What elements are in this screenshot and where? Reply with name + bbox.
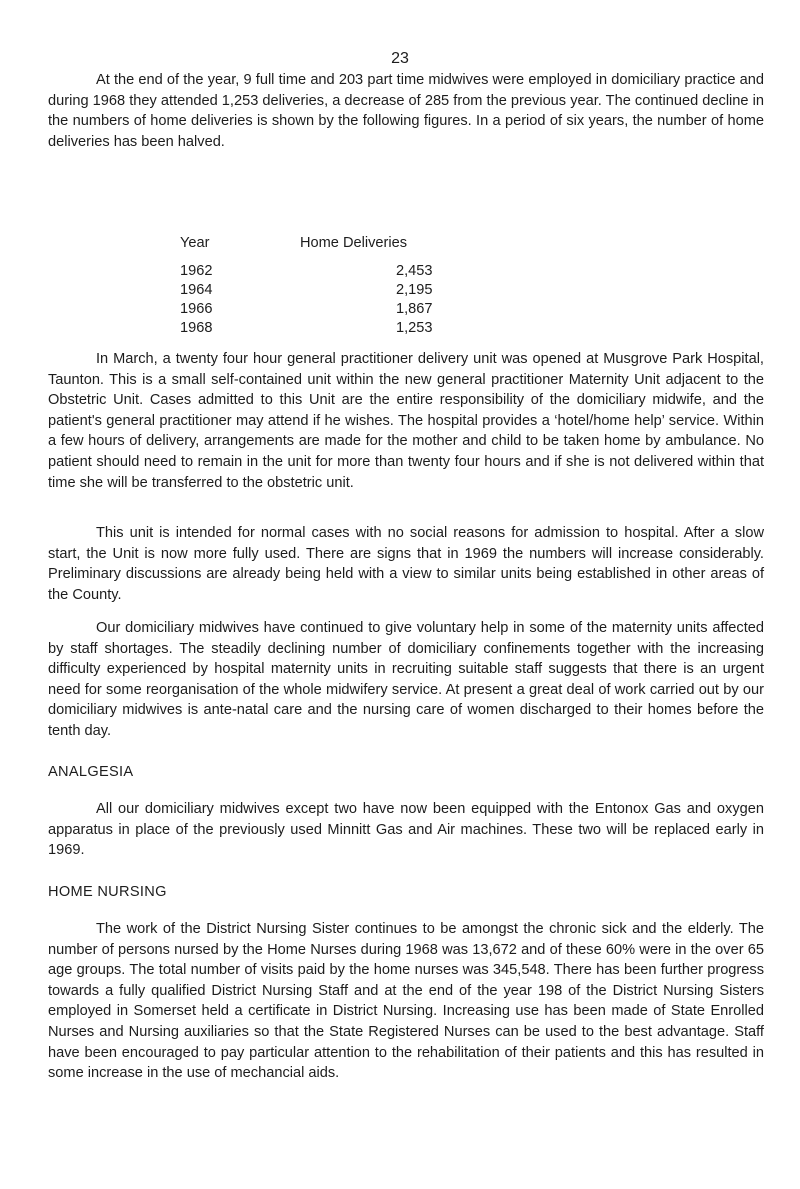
heading-analgesia: ANALGESIA xyxy=(48,764,134,780)
table-row xyxy=(180,263,540,282)
year-cell: 1968 xyxy=(180,320,213,336)
heading-home-nursing: HOME NURSING xyxy=(48,884,167,900)
page-number: 23 xyxy=(391,50,409,67)
year-cell: 1962 xyxy=(180,263,213,279)
table-row xyxy=(180,320,540,339)
column-header-home-deliveries: Home Deliveries xyxy=(300,235,408,251)
paragraph-domiciliary-midwives: At the end of the year, 9 full time and 203 part time midwives were employed in domiciliary practice and during 1968 they attended 1,253 deliveries, a decrease of 285 from the previous year. The continued decline in the numbers of home deliveries is shown by the following figures. In a period of six years, the number of home deliveries has been halved. xyxy=(48,72,764,150)
deliveries-cell: 1,253 xyxy=(396,320,433,336)
paragraph-gp-delivery-unit: In March, a twenty four hour general practitioner delivery unit was opened at Musgrove Park Hospital, Taunton. This is a small self-contained unit within the new general practitioner Maternity Unit adjacent to the Obstetric Unit. Cases admitted to this Unit are the entire responsibility of the domiciliary midwife, and the patient's general practitioner may attend if he wishes. The hospital provides a ‘hotel/home help’ service. Within a few hours of delivery, arrangements are made for the mother and child to be taken home by ambulance. No patient should need to remain in the unit for more than twenty four hours and if she is not delivered within that time she will be transferred to the obstetric unit. xyxy=(48,351,764,491)
table-row xyxy=(180,282,540,301)
year-cell: 1966 xyxy=(180,301,213,317)
table-header xyxy=(180,235,540,263)
paragraph-home-nursing: The work of the District Nursing Sister continues to be amongst the chronic sick and the elderly. The number of persons nursed by the Home Nurses during 1968 was 13,672 and of these 60% were in the over 65 age groups. The total number of visits paid by the home nurses was 345,548. There has been further progress towards a fully qualified District Nursing Staff and at the end of the year 198 of the District Nursing Sisters employed in Somerset held a certificate in District Nursing. Increasing use has been made of State Enrolled Nurses and Nursing auxiliaries so that the State Registered Nurses can be used to the best advantage. Staff have been encouraged to pay particular attention to the rehabilitation of their patients and this has resulted in some increase in the use of mechancial aids. xyxy=(48,921,764,1082)
column-header-year: Year xyxy=(180,235,210,251)
table-row xyxy=(180,301,540,320)
paragraph-voluntary-help: Our domiciliary midwives have continued to give voluntary help in some of the maternity units affected by staff shortages. The steadily declining number of domiciliary confinements together with the increasing difficulty experienced by hospital maternity units in recruiting suitable staff suggests that there is an urgent need for some reorganisation of the whole midwifery service. At present a great deal of work carried out by our domiciliary midwives is ante-natal care and the nursing care of women discharged to their homes before the tenth day. xyxy=(48,620,764,739)
paragraph-analgesia: All our domiciliary midwives except two have now been equipped with the Entonox Gas and oxygen apparatus in place of the previously used Minnitt Gas and Air machines. These two will be replaced early in 1969. xyxy=(48,801,764,859)
home-deliveries-table xyxy=(180,235,540,339)
year-cell: 1964 xyxy=(180,282,213,298)
deliveries-cell: 2,453 xyxy=(396,263,433,279)
deliveries-cell: 1,867 xyxy=(396,301,433,317)
paragraph-normal-cases: This unit is intended for normal cases with no social reasons for admission to hospital. After a slow start, the Unit is now more fully used. There are signs that in 1969 the numbers will increase considerably. Preliminary discussions are already being held with a view to similar units being established in other areas of the County. xyxy=(48,525,764,603)
deliveries-cell: 2,195 xyxy=(396,282,433,298)
